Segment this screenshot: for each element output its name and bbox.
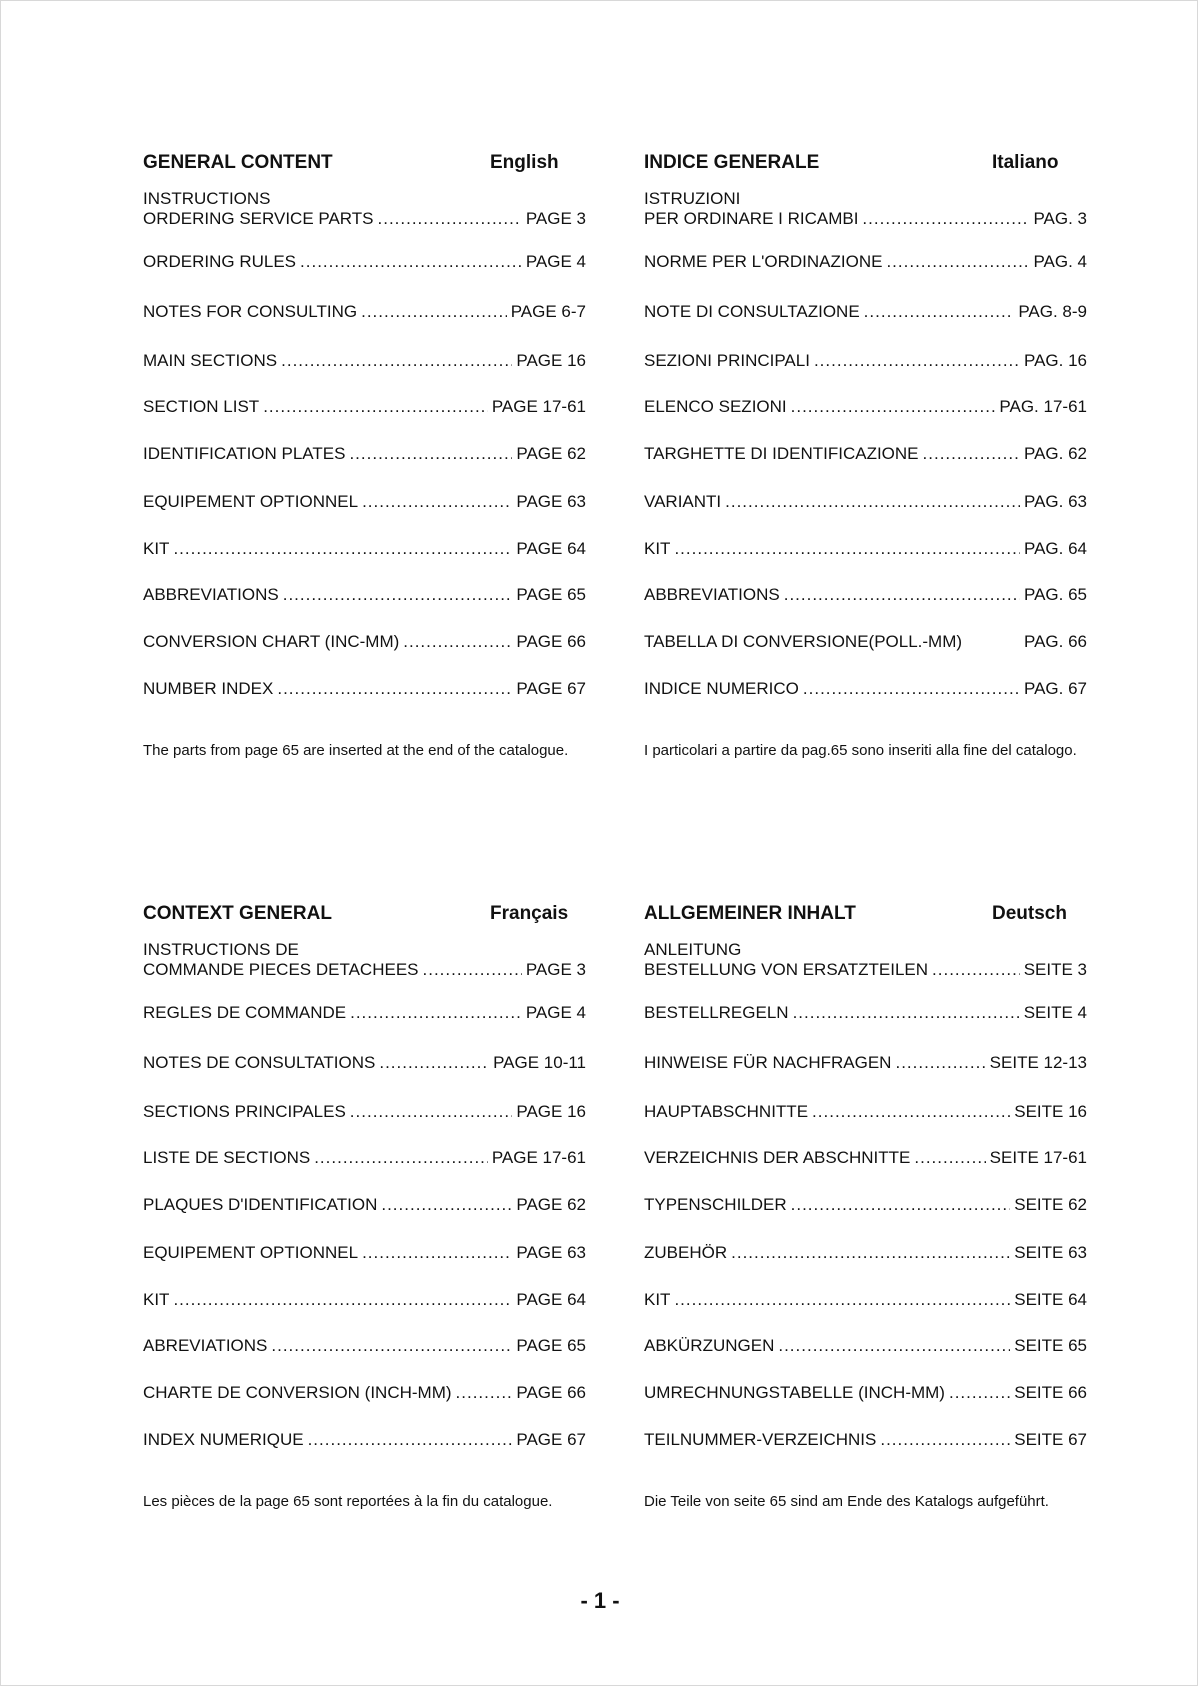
toc-entry	[143, 585, 586, 605]
toc-entry-label: MAIN SECTIONS	[143, 351, 278, 370]
toc-entry	[644, 679, 1087, 699]
toc-entry-line	[143, 492, 586, 512]
toc-entry-page: PAG. 3	[1033, 209, 1087, 228]
dot-leader	[778, 1336, 1010, 1356]
toc-entry	[143, 1290, 586, 1310]
toc-section-italiano	[644, 152, 1087, 772]
section-language: Français	[490, 903, 569, 924]
dot-leader	[271, 1336, 512, 1356]
toc-entry-label: TARGHETTE DI IDENTIFICAZIONE	[644, 444, 919, 463]
toc-section-english	[143, 152, 586, 772]
page-number: - 1 -	[580, 1588, 620, 1613]
dot-leader	[314, 1148, 488, 1168]
toc-entry-label: TEILNUMMER-VERZEICHNIS	[644, 1430, 877, 1449]
toc-entry	[143, 1102, 586, 1122]
toc-entry	[644, 1383, 1087, 1403]
toc-entry	[644, 1290, 1087, 1310]
toc-entry-label: CONVERSION CHART (INC-MM)	[143, 632, 400, 651]
toc-entry-line	[644, 397, 1087, 417]
toc-entry-line	[143, 585, 586, 605]
toc-entry-line	[143, 1102, 586, 1122]
section-language: Italiano	[992, 152, 1059, 173]
toc-entry-page: SEITE 4	[1023, 1003, 1087, 1022]
toc-entry-line	[644, 1430, 1087, 1450]
toc-entry-line	[644, 960, 1087, 980]
toc-entry	[644, 940, 1087, 980]
toc-entry-line	[143, 1336, 586, 1356]
dot-leader	[350, 1003, 522, 1023]
toc-entry	[644, 397, 1087, 417]
toc-entry-line	[143, 444, 586, 464]
dot-leader	[784, 585, 1020, 605]
toc-entry-line	[644, 679, 1087, 699]
dot-leader	[173, 1290, 512, 1310]
toc-entry-line	[644, 632, 1087, 652]
toc-entry-label: REGLES DE COMMANDE	[143, 1003, 347, 1022]
toc-entry-label: BESTELLREGELN	[644, 1003, 789, 1022]
dot-leader	[277, 679, 512, 699]
toc-entry-page: SEITE 67	[1014, 1430, 1087, 1449]
toc-entry	[143, 1243, 586, 1263]
toc-entry-page: PAG. 16	[1024, 351, 1087, 370]
toc-entry	[143, 252, 586, 272]
toc-entry	[644, 1336, 1087, 1356]
dot-leader	[895, 1053, 985, 1073]
toc-entry-page: PAG. 4	[1033, 252, 1087, 271]
toc-entry	[644, 1195, 1087, 1215]
toc-entry-page: SEITE 3	[1023, 960, 1087, 979]
toc-entry-label: ABBREVIATIONS	[644, 585, 780, 604]
dot-leader	[791, 397, 996, 417]
dot-leader	[173, 539, 512, 559]
toc-entry-line	[644, 1290, 1087, 1310]
toc-entry-label: NORME PER L'ORDINAZIONE	[644, 252, 883, 271]
toc-entry-line	[143, 252, 586, 272]
toc-entry-label: ABREVIATIONS	[143, 1336, 268, 1355]
dot-leader	[349, 444, 512, 464]
dot-leader	[731, 1243, 1010, 1263]
toc-entry-line	[143, 960, 586, 980]
toc-entry-label: KIT	[644, 1290, 671, 1309]
section-header	[143, 152, 586, 176]
section-footnote: I particolari a partire da pag.65 sono inseriti alla fine del catalogo.	[644, 742, 1077, 759]
toc-entry-line	[644, 585, 1087, 605]
dot-leader	[864, 302, 1015, 322]
toc-entry-label: CHARTE DE CONVERSION (INCH-MM)	[143, 1383, 452, 1402]
dot-leader	[378, 209, 522, 229]
section-header	[644, 152, 1087, 176]
toc-entry-label: KIT	[143, 539, 170, 558]
dot-leader	[803, 679, 1020, 699]
toc-entry-label: NOTE DI CONSULTAZIONE	[644, 302, 860, 321]
toc-entry-label: VARIANTI	[644, 492, 722, 511]
toc-entry-label: NOTES FOR CONSULTING	[143, 302, 358, 321]
toc-entry-label: INDEX NUMERIQUE	[143, 1430, 304, 1449]
toc-entry-label: LISTE DE SECTIONS	[143, 1148, 311, 1167]
toc-entry-page: PAGE 6-7	[510, 302, 586, 321]
toc-entry-page: SEITE 63	[1014, 1243, 1087, 1262]
toc-entry	[143, 1430, 586, 1450]
toc-entry-line	[644, 1148, 1087, 1168]
toc-entry-line	[644, 1102, 1087, 1122]
toc-entry-label: PER ORDINARE I RICAMBI	[644, 209, 859, 228]
toc-entry-heading: ISTRUZIONI	[644, 189, 741, 208]
toc-entry-label: NOTES DE CONSULTATIONS	[143, 1053, 376, 1072]
toc-entry-page: PAGE 16	[516, 351, 586, 370]
toc-entry-label: ORDERING SERVICE PARTS	[143, 209, 374, 228]
toc-entry-line	[143, 1003, 586, 1023]
toc-entry-label: SECTIONS PRINCIPALES	[143, 1102, 346, 1121]
toc-entry-label: PLAQUES D'IDENTIFICATION	[143, 1195, 378, 1214]
toc-entry-line	[644, 209, 1087, 229]
toc-entry-page: PAGE 66	[516, 632, 586, 651]
toc-entry-line	[143, 1195, 586, 1215]
section-footnote: Die Teile von seite 65 sind am Ende des Katalogs aufgeführt.	[644, 1493, 1049, 1510]
toc-section-francais	[143, 903, 586, 1523]
toc-entry-line	[143, 1148, 586, 1168]
toc-entry-page: PAG. 17-61	[999, 397, 1087, 416]
toc-entry-page: PAGE 67	[516, 679, 586, 698]
toc-entry	[143, 302, 586, 322]
toc-entry-page: PAGE 67	[516, 1430, 586, 1449]
section-language: English	[490, 152, 559, 173]
toc-entry-label: ABKÜRZUNGEN	[644, 1336, 775, 1355]
dot-leader	[456, 1383, 513, 1403]
dot-leader	[674, 539, 1020, 559]
toc-section-deutsch	[644, 903, 1087, 1523]
toc-entry-page: SEITE 65	[1014, 1336, 1087, 1355]
toc-entry	[644, 1243, 1087, 1263]
toc-entry-line	[644, 351, 1087, 371]
dot-leader	[949, 1383, 1010, 1403]
toc-entry-page: PAGE 63	[516, 1243, 586, 1262]
dot-leader	[812, 1102, 1010, 1122]
toc-entry-page: PAGE 65	[516, 1336, 586, 1355]
toc-entry-line	[644, 444, 1087, 464]
toc-entry-line	[143, 351, 586, 371]
toc-entry-label: ZUBEHÖR	[644, 1243, 728, 1262]
toc-entry-label: UMRECHNUNGSTABELLE (INCH-MM)	[644, 1383, 945, 1402]
dot-leader	[791, 1195, 1011, 1215]
toc-entry-label: TYPENSCHILDER	[644, 1195, 787, 1214]
toc-entry	[644, 1148, 1087, 1168]
toc-entry-page: PAG. 67	[1024, 679, 1087, 698]
toc-entry-page: PAGE 10-11	[493, 1053, 586, 1072]
toc-entry	[644, 444, 1087, 464]
toc-entry	[644, 252, 1087, 272]
toc-entry-page: PAGE 64	[516, 539, 586, 558]
toc-entry	[644, 302, 1087, 322]
section-language: Deutsch	[992, 903, 1067, 924]
dot-leader	[362, 1243, 512, 1263]
dot-leader	[674, 1290, 1010, 1310]
toc-entry-page: PAG. 8-9	[1018, 302, 1087, 321]
toc-entry-label: EQUIPEMENT OPTIONNEL	[143, 1243, 359, 1262]
toc-entry-line	[644, 1243, 1087, 1263]
dot-leader	[725, 492, 1020, 512]
section-footnote: The parts from page 65 are inserted at the end of the catalogue.	[143, 742, 569, 759]
section-footnote: Les pièces de la page 65 sont reportées à la fin du catalogue.	[143, 1493, 553, 1510]
toc-entry-page: SEITE 62	[1014, 1195, 1087, 1214]
toc-entry-line	[644, 1003, 1087, 1023]
toc-entry-label: ELENCO SEZIONI	[644, 397, 787, 416]
dot-leader	[381, 1195, 512, 1215]
toc-entry	[644, 585, 1087, 605]
toc-entry-line	[644, 492, 1087, 512]
dot-leader	[308, 1430, 513, 1450]
dot-leader	[283, 585, 513, 605]
toc-entry	[143, 1053, 586, 1073]
toc-entry	[143, 1336, 586, 1356]
toc-entry-line	[644, 1053, 1087, 1073]
toc-entry-label: INDICE NUMERICO	[644, 679, 799, 698]
toc-entry	[143, 351, 586, 371]
dot-leader	[923, 444, 1020, 464]
toc-entry-line	[143, 1383, 586, 1403]
toc-entry-label: EQUIPEMENT OPTIONNEL	[143, 492, 359, 511]
toc-entry-page: PAGE 4	[525, 252, 586, 271]
toc-entry-line	[143, 209, 586, 229]
toc-entry-page: PAGE 66	[516, 1383, 586, 1402]
dot-leader	[281, 351, 512, 371]
toc-entry-heading: INSTRUCTIONS	[143, 189, 271, 208]
section-header	[644, 903, 1087, 927]
dot-leader	[793, 1003, 1020, 1023]
toc-entry	[644, 539, 1087, 559]
toc-entry-label: NUMBER INDEX	[143, 679, 274, 698]
toc-entry	[644, 1003, 1087, 1023]
dot-leader	[880, 1430, 1010, 1450]
toc-entry	[143, 397, 586, 417]
toc-entry-label: HAUPTABSCHNITTE	[644, 1102, 809, 1121]
toc-entry-line	[644, 1195, 1087, 1215]
toc-entry-label: ABBREVIATIONS	[143, 585, 279, 604]
toc-entry-line	[143, 302, 586, 322]
toc-entry-page: PAGE 64	[516, 1290, 586, 1309]
toc-entry-line	[143, 632, 586, 652]
toc-entry-label: SECTION LIST	[143, 397, 260, 416]
toc-entry-label: IDENTIFICATION PLATES	[143, 444, 346, 463]
dot-leader	[263, 397, 488, 417]
toc-entry-line	[143, 1053, 586, 1073]
toc-entry	[644, 632, 1087, 652]
toc-entry-label: BESTELLUNG VON ERSATZTEILEN	[644, 960, 929, 979]
toc-entry	[644, 1430, 1087, 1450]
toc-entry-page: PAG. 62	[1024, 444, 1087, 463]
dot-leader	[403, 632, 512, 652]
toc-entry-label: HINWEISE FÜR NACHFRAGEN	[644, 1053, 892, 1072]
toc-entry-page: PAG. 63	[1024, 492, 1087, 511]
toc-entry-page: PAGE 65	[516, 585, 586, 604]
toc-entry	[644, 351, 1087, 371]
toc-entry-line	[143, 397, 586, 417]
toc-entry	[143, 1148, 586, 1168]
dot-leader	[361, 302, 507, 322]
toc-entry	[143, 539, 586, 559]
toc-entry-page: PAG. 65	[1024, 585, 1087, 604]
toc-entry	[143, 492, 586, 512]
toc-entry-label: KIT	[143, 1290, 170, 1309]
toc-entry	[143, 679, 586, 699]
toc-entry-page: SEITE 17-61	[989, 1148, 1087, 1167]
toc-entry-label: ORDERING RULES	[143, 252, 297, 271]
toc-entry-line	[644, 1336, 1087, 1356]
dot-leader	[350, 1102, 513, 1122]
toc-entry-page: SEITE 16	[1014, 1102, 1087, 1121]
toc-entry-label: TABELLA DI CONVERSIONE(POLL.-MM)	[644, 632, 963, 651]
toc-entry-label: KIT	[644, 539, 671, 558]
toc-entry	[644, 189, 1087, 229]
toc-entry-line	[143, 1430, 586, 1450]
section-title: CONTEXT GENERAL	[143, 903, 332, 924]
toc-entry-page: SEITE 64	[1014, 1290, 1087, 1309]
toc-entry-page: PAG. 64	[1024, 539, 1087, 558]
toc-entry	[143, 444, 586, 464]
section-title: INDICE GENERALE	[644, 152, 820, 173]
dot-leader	[362, 492, 512, 512]
toc-entry-line	[143, 1290, 586, 1310]
toc-entry	[644, 492, 1087, 512]
dot-leader	[379, 1053, 489, 1073]
toc-entry	[644, 1053, 1087, 1073]
toc-entry-line	[644, 252, 1087, 272]
toc-entry-line	[644, 1383, 1087, 1403]
toc-entry-line	[143, 679, 586, 699]
toc-entry-line	[644, 539, 1087, 559]
toc-entry-label: COMMANDE PIECES DETACHEES	[143, 960, 419, 979]
toc-entry-page: PAGE 63	[516, 492, 586, 511]
toc-entry-page: PAGE 4	[525, 1003, 586, 1022]
toc-entry-page: PAGE 62	[516, 1195, 586, 1214]
section-header	[143, 903, 586, 927]
dot-leader	[886, 252, 1029, 272]
dot-leader	[300, 252, 522, 272]
toc-entry	[143, 940, 586, 980]
toc-entry-page: SEITE 66	[1014, 1383, 1087, 1402]
dot-leader	[814, 351, 1020, 371]
toc-entry-label: VERZEICHNIS DER ABSCHNITTE	[644, 1148, 911, 1167]
toc-entry-heading: INSTRUCTIONS DE	[143, 940, 299, 959]
toc-entry	[644, 1102, 1087, 1122]
toc-entry	[143, 189, 586, 229]
section-title: GENERAL CONTENT	[143, 152, 333, 173]
dot-leader	[914, 1148, 985, 1168]
toc-entry-line	[143, 539, 586, 559]
toc-entry-page: PAGE 17-61	[491, 1148, 586, 1167]
toc-entry-line	[644, 302, 1087, 322]
toc-entry-page: PAGE 3	[525, 209, 586, 228]
dot-leader	[862, 209, 1029, 229]
toc-entry-page: PAGE 17-61	[491, 397, 586, 416]
toc-entry	[143, 1195, 586, 1215]
toc-entry-page: SEITE 12-13	[989, 1053, 1087, 1072]
toc-entry-page: PAG. 66	[1024, 632, 1087, 651]
toc-entry-line	[143, 1243, 586, 1263]
section-title: ALLGEMEINER INHALT	[644, 903, 856, 924]
dot-leader	[932, 960, 1020, 980]
toc-entry-page: PAGE 3	[525, 960, 586, 979]
dot-leader	[423, 960, 522, 980]
toc-entry-page: PAGE 16	[516, 1102, 586, 1121]
toc-entry-label: SEZIONI PRINCIPALI	[644, 351, 810, 370]
toc-entry-heading: ANLEITUNG	[644, 940, 742, 959]
toc-entry-page: PAGE 62	[516, 444, 586, 463]
toc-entry	[143, 1383, 586, 1403]
toc-entry	[143, 1003, 586, 1023]
toc-entry	[143, 632, 586, 652]
